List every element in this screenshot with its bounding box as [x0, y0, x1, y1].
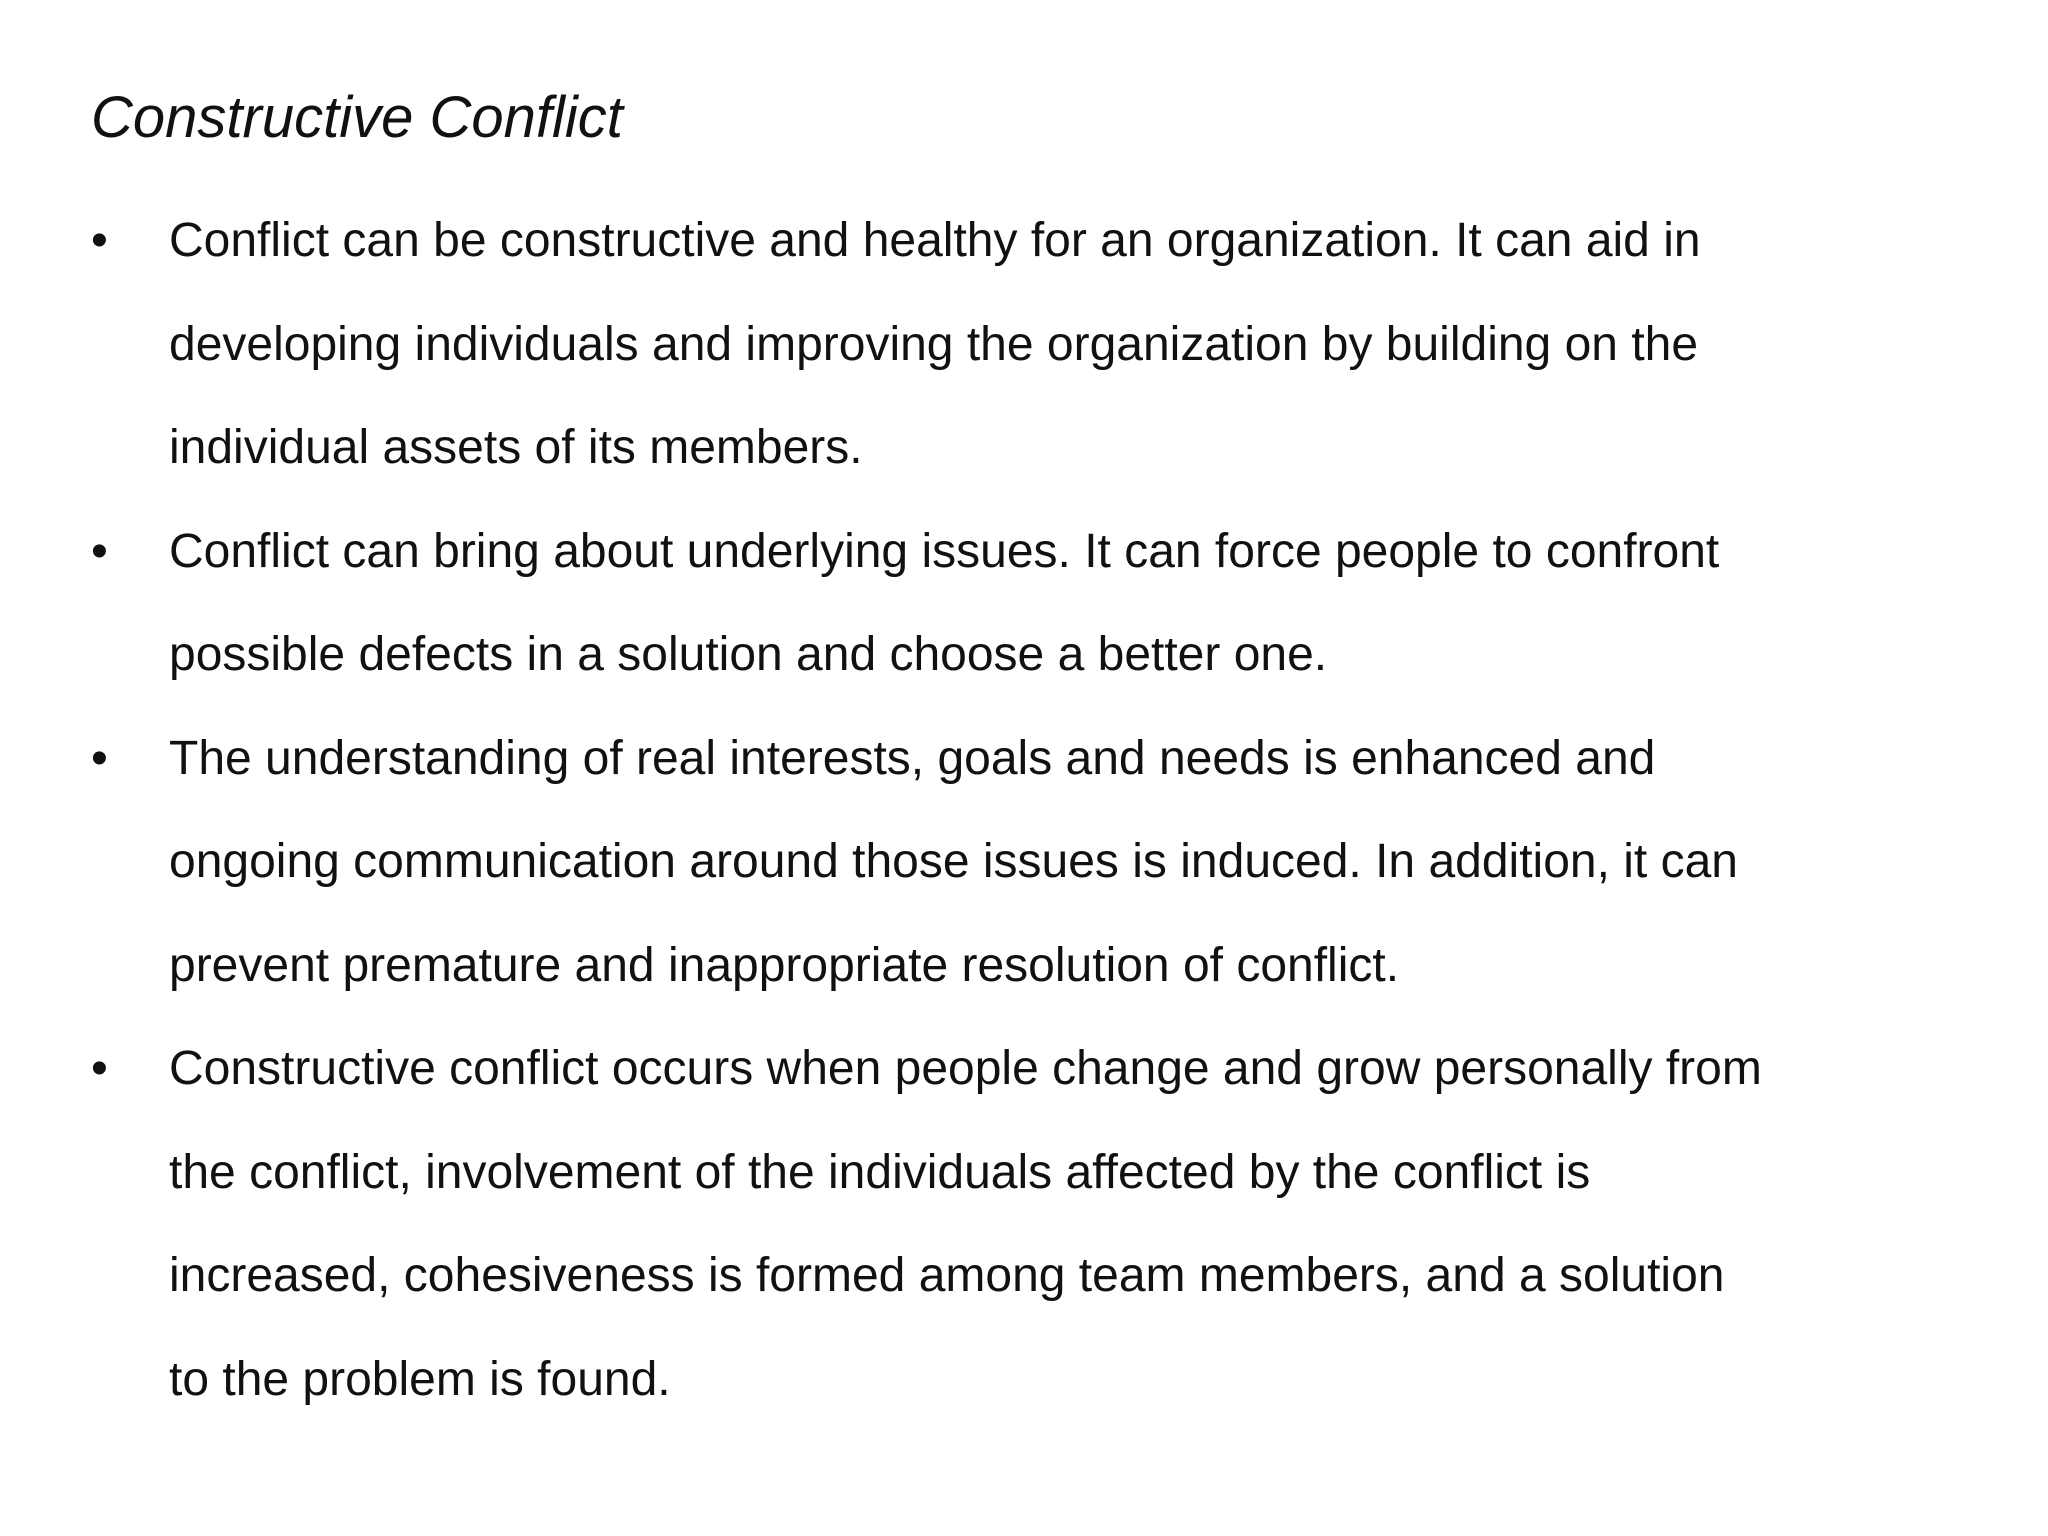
bullet-line: ongoing communication around those issues is induced. In addition, it can — [169, 835, 1738, 888]
bullet-line: prevent premature and inappropriate resolution of conflict. — [169, 938, 1400, 992]
bullet-line: increased, cohesiveness is formed among team members, and a solution — [169, 1249, 1725, 1302]
bullet-dot-icon: • — [91, 524, 108, 578]
bullet-dot-icon: • — [91, 214, 108, 267]
bullet-line: developing individuals and improving the organization by building on the — [169, 317, 1699, 371]
bullet-line: Constructive conflict occurs when people change and grow personally from — [169, 1042, 1762, 1095]
bullet-item-2 — [91, 500, 1981, 707]
bullet-line: The understanding of real interests, goals and needs is enhanced and — [169, 731, 1656, 785]
bullet-item-4 — [91, 1017, 1981, 1431]
bullet-text — [169, 189, 1981, 500]
bullet-text — [169, 500, 1981, 707]
bullet-line: Conflict can bring about underlying issues. It can force people to confront — [169, 524, 1720, 578]
bullet-item-1 — [91, 189, 1981, 500]
bullet-line: the conflict, involvement of the individuals affected by the conflict is — [169, 1145, 1591, 1199]
bullet-item-3 — [91, 707, 1981, 1018]
bullet-line: Conflict can be constructive and healthy for an organization. It can aid in — [169, 214, 1701, 267]
slide-title: Constructive Conflict — [91, 85, 623, 150]
bullet-line: possible defects in a solution and choose a better one. — [169, 628, 1328, 681]
bullet-dot-icon: • — [91, 1042, 108, 1095]
bullet-list — [91, 189, 1981, 1431]
bullet-dot-icon: • — [91, 731, 108, 785]
bullet-text — [169, 1017, 1981, 1431]
bullet-line: individual assets of its members. — [169, 421, 863, 474]
bullet-text — [169, 707, 1981, 1018]
bullet-line: to the problem is found. — [169, 1352, 671, 1406]
